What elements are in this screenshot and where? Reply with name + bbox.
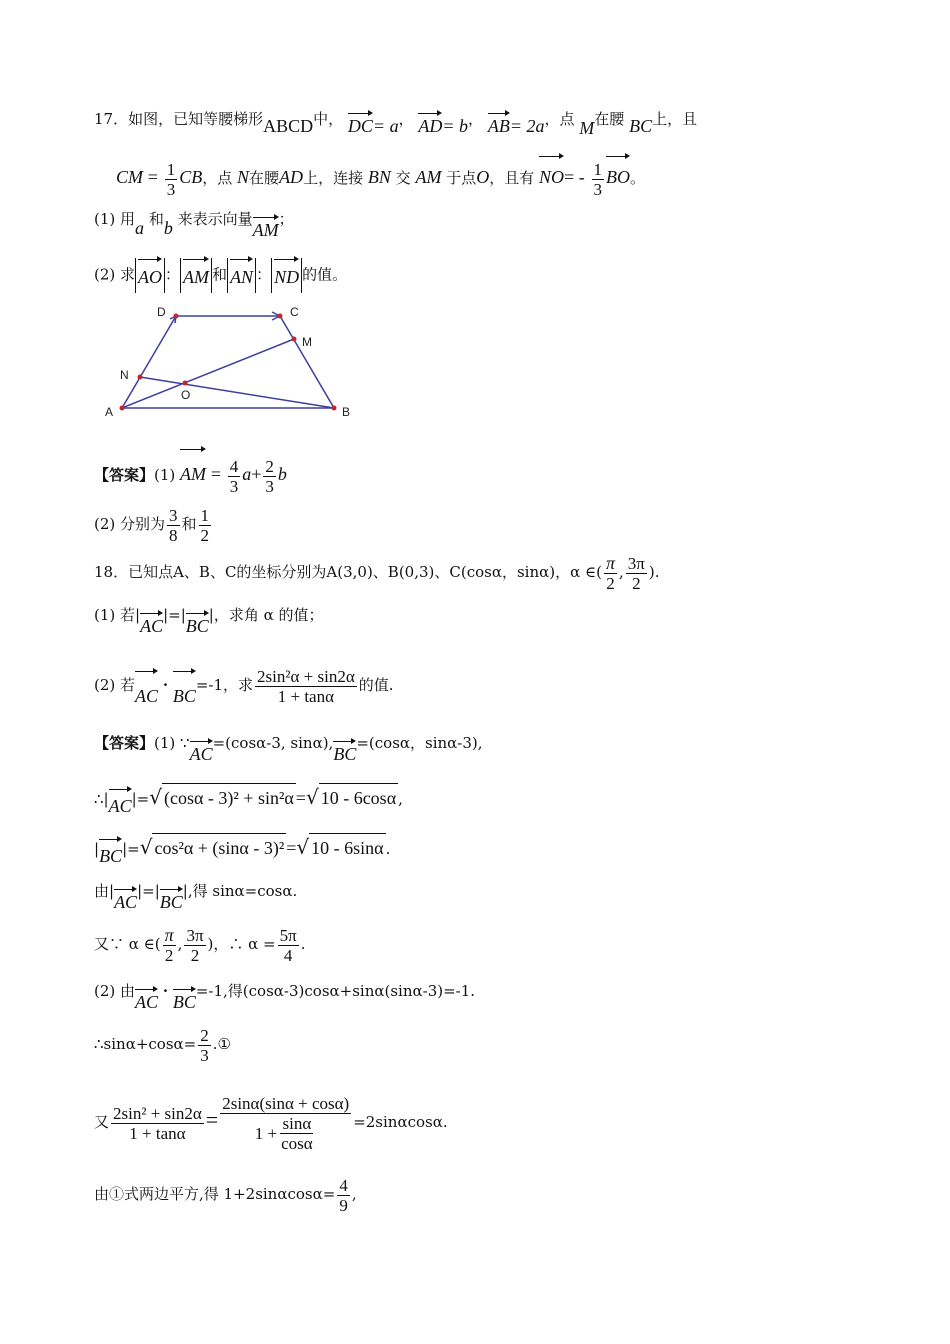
fraction-3pi-2: $\frac{3\pi}{2}$: [627, 553, 645, 593]
p17-answer1: 【答案】(1) AM = $\frac{4}{3}$ a+ $\frac{2}{3}$ b: [94, 448, 287, 497]
vector-bc: BC: [186, 612, 209, 636]
fraction-5pi-4: $\frac{5\pi}{4}$: [279, 925, 297, 965]
label-o: O: [181, 388, 191, 402]
vector-am-answer: AM: [180, 448, 206, 496]
fraction-4-3: $\frac{4}{3}$: [229, 456, 239, 496]
p18-line1: 18．已知点A、B、C的坐标分别为A(3,0)、B(0,3)、C(cosα，sinα)，α ∈( $\frac{\pi}{2}$ , $\frac{3\pi}{2}$ ).: [94, 552, 660, 593]
vector-ac: AC: [109, 788, 132, 820]
fraction-one-third-b: $\frac{1}{3}$: [593, 159, 602, 199]
fraction-one-third: $\frac{1}{3}$: [166, 159, 176, 199]
fraction-2-3: $\frac{2}{3}$: [200, 1025, 209, 1065]
p17-line3: (1) 用a 和b 来表示向量AM；: [94, 210, 294, 240]
fraction-pi-2: $\frac{\pi}{2}$: [164, 924, 174, 965]
p18-answer2: ∴|AC|=√ (cosα - 3)² + sin²α =√ 10 - 6cosα ,: [94, 780, 403, 813]
label-n: N: [120, 368, 129, 382]
vector-ac: AC: [140, 612, 163, 636]
abs-nd: ND: [271, 258, 302, 293]
vector-dc: DC: [348, 112, 373, 136]
vector-bc: BC: [173, 988, 196, 1012]
p18-answer5: 又∵ α ∈( $\frac{\pi}{2}$ , $\frac{3\pi}{2}$ )，∴ α = $\frac{5\pi}{4}$ .: [94, 924, 306, 965]
abs-ao: AO: [135, 258, 165, 293]
vector-bo: BO: [606, 155, 630, 195]
p17-line4: (2) 求 AO ： AM 和 AN ： ND 的值。: [94, 258, 347, 293]
vector-ac: AC: [135, 670, 158, 718]
label-a: A: [105, 405, 114, 419]
p18-line3: (2) 若AC · BC=-1，求 $\frac{\text{2sin²α + sin2α}}{1 + \tan\alpha}$ 的值.: [94, 658, 394, 707]
fraction-pi-2: $\frac{\pi}{2}$: [605, 552, 616, 593]
fraction-tan: $\frac{\sin\alpha}{\cos\alpha}$: [281, 1113, 313, 1153]
vector-no: NO: [539, 155, 564, 195]
vector-bc: BC: [99, 838, 122, 870]
fraction-3pi-2: $\frac{3\pi}{2}$: [186, 925, 204, 965]
fraction-1-2: $\frac{1}{2}$: [200, 505, 210, 545]
p18-answer3: |BC|=√ cos²α + (sinα - 3)² =√ 10 - 6sinα .: [94, 830, 390, 863]
segment-bn: [140, 377, 334, 408]
label-d: D: [157, 305, 166, 319]
fraction-4-9: $\frac{4}{9}$: [339, 1175, 348, 1215]
side-cb: [280, 316, 334, 408]
vector-ab: AB: [488, 112, 510, 136]
abs-an: AN: [227, 258, 256, 293]
p17-line1: 17．如图，已知等腰梯形ABCD中， DC= a， AD= b， AB= 2a，点 M在腰 BC上，且: [94, 110, 698, 138]
side-ad: [122, 316, 176, 408]
radical-sign: √: [139, 835, 153, 859]
vector-bc: BC: [160, 888, 183, 912]
radical-sign: √: [296, 835, 310, 859]
radical-sign: √: [149, 785, 162, 809]
label-c: C: [290, 305, 299, 319]
p18-answer1: 【答案】(1) ∵AC=(cosα-3, sinα),BC=(cosα，sinα-3),: [94, 734, 483, 764]
fraction-rhs: 2sinα(sinα + cosα) 1 + $\frac{\sin\alpha}{\cos\alpha}$: [222, 1093, 350, 1153]
p17-answer2: (2) 分别为 $\frac{3}{8}$ 和 $\frac{1}{2}$: [94, 505, 210, 545]
p18-line2: (1) 若|AC|=|BC|，求角 α 的值；: [94, 606, 324, 636]
fraction-3-8: $\frac{3}{8}$: [169, 505, 178, 545]
radical-sign: √: [305, 785, 319, 809]
trapezoid-figure: [100, 300, 360, 420]
abs-am: AM: [180, 258, 212, 293]
vector-bc: BC: [173, 670, 196, 718]
fraction-lhs: $\frac{\text{2sin² + sin2α}}{1 + \tan\alpha}$: [113, 1103, 202, 1143]
fraction-expression: $\frac{\text{2sin²α + sin2α}}{1 + \tan\alpha}$: [257, 666, 355, 706]
p18-answer4: 由|AC|=|BC|,得 sinα=cosα.: [94, 882, 298, 912]
label-m: M: [302, 335, 312, 349]
p18-answer6: (2) 由AC · BC=-1,得(cosα-3)cosα+sinα(sinα-3)=-1.: [94, 982, 476, 1012]
vector-am: AM: [253, 216, 279, 240]
vector-bc: BC: [333, 740, 356, 764]
p18-answer9: 由①式两边平方,得 1+2sinαcosα= $\frac{4}{9}$ ,: [94, 1175, 357, 1215]
p18-answer7: ∴sinα+cosα= $\frac{2}{3}$ .①: [94, 1025, 231, 1065]
vector-ac: AC: [135, 988, 158, 1012]
label-b: B: [342, 405, 351, 419]
p17-line2: CM = $\frac{1}{3}$ CB，点 N在腰AD上，连接 BN 交 AM 于点O，且有 NO= - $\frac{1}{3}$ BO。: [116, 155, 645, 199]
p18-answer8: 又 $\frac{\text{2sin² + sin2α}}{1 + \tan\alpha}$ = 2sinα(sinα + cosα) 1 + $\frac{\sin\alpha}{\cos\alpha}$ =2sinαcosα.: [94, 1093, 448, 1153]
vector-ac: AC: [114, 888, 137, 912]
vector-ad: AD: [418, 112, 442, 136]
vector-ac: AC: [190, 740, 213, 764]
fraction-2-3: $\frac{2}{3}$: [265, 456, 274, 496]
